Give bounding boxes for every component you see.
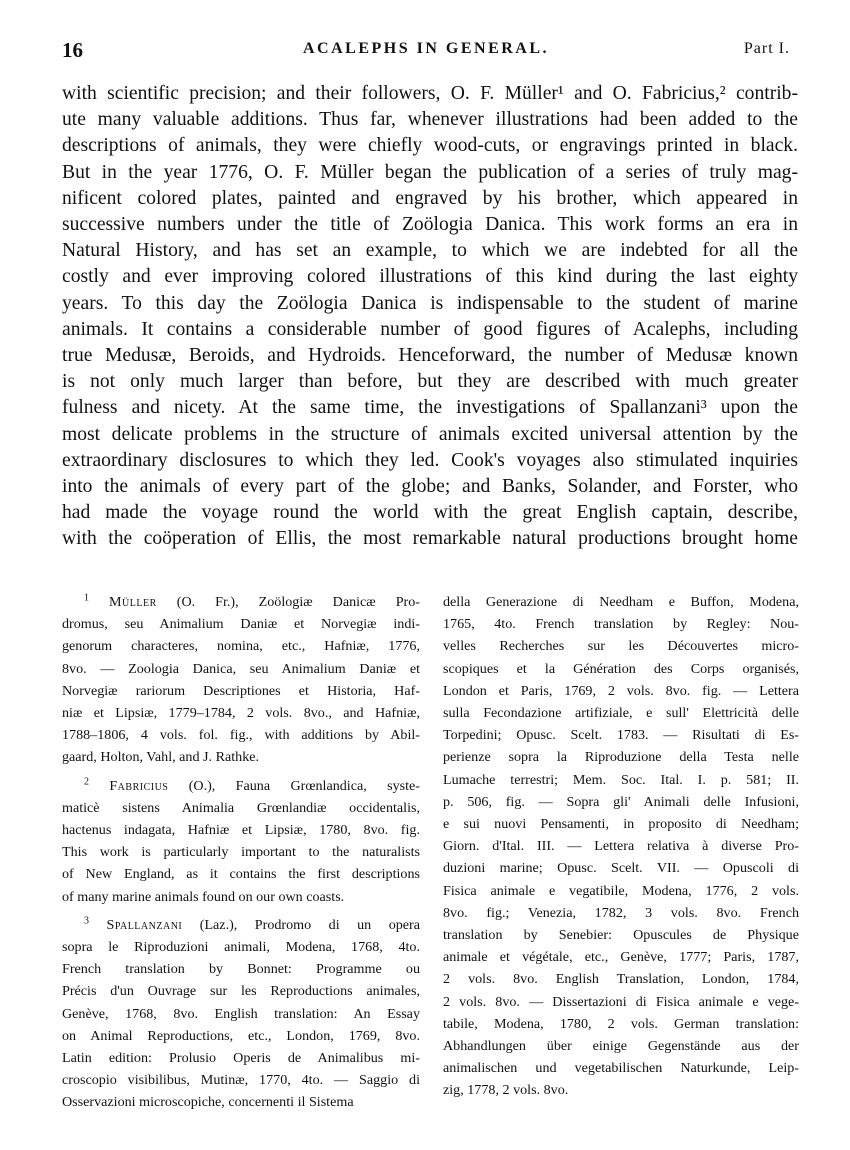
footnote-first-line xyxy=(62,775,420,797)
footnote-line: croscopio visibilibus, Mutinæ, 1770, 4to. — Saggio di xyxy=(62,1072,420,1089)
footnote-line: duzioni marine; Opusc. Scelt. VII. — Opuscoli di xyxy=(443,860,799,877)
main-text xyxy=(62,81,798,553)
footnote-line: maticè sistens Animalia Grœnlandiæ occidentalis, xyxy=(62,799,420,816)
footnote-line: on Animal Reproductions, etc., London, 1769, 8vo. xyxy=(62,1027,420,1044)
page-number: 16 xyxy=(62,38,83,62)
body-line: successive numbers under the title of Zoölogia Danica. This work forms an era in xyxy=(62,214,798,236)
footnote-line: Osservazioni microscopiche, concernenti il Sistema xyxy=(62,1094,354,1111)
footnotes-left-column xyxy=(62,591,420,1120)
body-line: had made the voyage round the world with the great English captain, describe, xyxy=(62,502,798,524)
body-line: fulness and nicety. At the same time, the investigations of Spallanzani³ upon the xyxy=(62,397,798,419)
footnote-line: of New England, as it contains the first descriptions xyxy=(62,866,420,883)
footnote-line: gaard, Holton, Vahl, and J. Rathke. xyxy=(62,749,260,766)
footnote-line: genorum characteres, nomina, etc., Hafniæ, 1776, xyxy=(62,638,420,655)
footnote-line: velles Recherches sur les Découvertes micro- xyxy=(443,638,799,655)
body-line: with scientific precision; and their followers, O. F. Müller¹ and O. Fabricius,² contrib- xyxy=(62,83,798,104)
footnote-line: Fisica animale e vegatibile, Modena, 1776, 2 vols. xyxy=(443,882,799,899)
footnote xyxy=(62,914,420,1114)
footnote-text: (Laz.), Prodromo di un opera xyxy=(199,916,420,933)
footnote-author: Fabricius xyxy=(109,777,169,794)
body-line: extraordinary disclosures to which they led. Cook's voyages also stimulated inquiries xyxy=(62,449,798,471)
footnote-line: p. 506, fig. — Sopra gli' Animali delle Infusioni, xyxy=(443,793,799,810)
footnote-line: translation by Senebier: Opuscules de Physique xyxy=(443,927,799,944)
body-line: most delicate problems in the structure of animals excited universal attention by the xyxy=(62,423,798,445)
footnote xyxy=(62,775,420,908)
body-line: ute many valuable additions. Thus far, whenever illustrations had been added to the xyxy=(62,109,798,131)
footnote-author: Spallanzani xyxy=(106,916,183,933)
footnote-line: French translation by Bonnet: Programme ou xyxy=(62,961,420,978)
footnote-line: 1765, 4to. French translation by Regley: Nou- xyxy=(443,616,799,633)
footnote-line: 2 vols. 8vo. English Translation, London, 1784, xyxy=(443,971,799,988)
footnote-marker: 3 xyxy=(84,915,89,927)
body-line: Natural History, and has set an example, to which we are indebted for all the xyxy=(62,240,798,262)
body-line: years. To this day the Zoölogia Danica is indispensable to the student of marine xyxy=(62,292,798,314)
footnote-line: sopra le Riproduzioni animali, Modena, 1768, 4to. xyxy=(62,939,420,956)
footnote-line: sulla Fecondazione artifiziale, e sull' Elettricità delle xyxy=(443,705,799,722)
footnote-line: animale et végétale, etc., Genève, 1777; Paris, 1787, xyxy=(443,949,799,966)
footnote-line: Précis d'un Ouvrage sur les Reproductions animales, xyxy=(62,983,420,1000)
body-line: But in the year 1776, O. F. Müller began the publication of a series of truly mag- xyxy=(62,161,798,183)
footnote-line: Genève, 1768, 8vo. English translation: An Essay xyxy=(62,1005,420,1022)
footnote-line: e sui nuovi Pensamenti, in proposito di Needham; xyxy=(443,816,799,833)
footnote-text: (O.), Fauna Grœnlandica, syste- xyxy=(188,777,420,794)
footnote-line: Giorn. d'Ital. III. — Lettera relativa à diverse Pro- xyxy=(443,838,799,855)
footnote-line: hactenus indagata, Hafniæ et Lipsiæ, 1780, 8vo. fig. xyxy=(62,822,420,839)
footnote-line: 1788–1806, 4 vols. fol. fig., with additions by Abil- xyxy=(62,727,420,744)
footnote-line: niæ et Lipsiæ, 1779–1784, 2 vols. 8vo., and Hafniæ, xyxy=(62,705,420,722)
footnote-line: of many marine animals found on our own coasts. xyxy=(62,888,345,905)
body-line: costly and ever improving colored illustrations of this kind during the last eighty xyxy=(62,266,798,288)
footnote-author: Müller xyxy=(109,594,157,610)
footnote-marker: 2 xyxy=(84,775,89,787)
footnote-line: Norvegiæ rariorum Descriptiones et Historia, Haf- xyxy=(62,682,420,699)
body-line: nificent colored plates, painted and engraved by his brother, which appeared in xyxy=(62,187,798,209)
footnote-first-line xyxy=(62,591,420,613)
body-line: with the coöperation of Ellis, the most remarkable natural productions brought home xyxy=(62,528,798,550)
footnote-line: Torpedini; Opusc. Scelt. 1783. — Risultati di Es- xyxy=(443,727,799,744)
body-line: is not only much larger than before, but they are described with much greater xyxy=(62,371,798,393)
footnote-line: 2 vols. 8vo. — Dissertazioni di Fisica animale e vege- xyxy=(443,993,799,1010)
body-line: into the animals of every part of the globe; and Banks, Solander, and Forster, who xyxy=(62,476,798,498)
running-title: ACALEPHS IN GENERAL. xyxy=(302,40,550,57)
footnote-line: animalischen und vegetabilischen Naturkunde, Leip- xyxy=(443,1060,799,1077)
footnote-line: Abhandlungen über einige Gegenstände aus der xyxy=(443,1038,799,1055)
footnote-line: Latin edition: Prolusio Operis de Animalibus mi- xyxy=(62,1050,420,1067)
footnote-line: dromus, seu Animalium Daniæ et Norvegiæ indi- xyxy=(62,616,420,633)
footnote-line: perienze sopra la Riproduzione della Testa nelle xyxy=(443,749,799,766)
footnote-line: London et Paris, 1769, 2 vols. 8vo. fig. — Lettera xyxy=(443,682,799,699)
footnote xyxy=(62,591,420,769)
page-header xyxy=(62,38,790,64)
footnote-line: This work is particularly important to the naturalists xyxy=(62,844,420,861)
footnote-line: Lumache terrestri; Mem. Soc. Ital. I. p. 581; II. xyxy=(443,771,799,788)
footnote-line: scopiques et la Génération des Corps organisés, xyxy=(443,660,799,677)
footnotes-right-column xyxy=(443,591,799,1102)
footnote-line: 8vo. fig.; Venezia, 1782, 3 vols. 8vo. French xyxy=(443,904,799,921)
part-label: Part I. xyxy=(743,40,790,57)
body-line: true Medusæ, Beroids, and Hydroids. Henceforward, the number of Medusæ known xyxy=(62,345,798,367)
footnote-line: della Generazione di Needham e Buffon, Modena, xyxy=(443,594,799,610)
footnote-line: tabile, Modena, 1780, 2 vols. German translation: xyxy=(443,1015,799,1032)
footnote-text: (O. Fr.), Zoölogiæ Danicæ Pro- xyxy=(176,594,420,610)
footnote-line: zig, 1778, 2 vols. 8vo. xyxy=(443,1082,569,1099)
footnote-line: 8vo. — Zoologia Danica, seu Animalium Daniæ et xyxy=(62,660,420,677)
footnote-first-line xyxy=(62,914,420,936)
body-line: animals. It contains a considerable number of good figures of Acalephs, including xyxy=(62,318,798,340)
body-line: descriptions of animals, they were chiefly wood-cuts, or engravings printed in black. xyxy=(62,135,798,157)
footnote-marker: 1 xyxy=(84,592,89,604)
